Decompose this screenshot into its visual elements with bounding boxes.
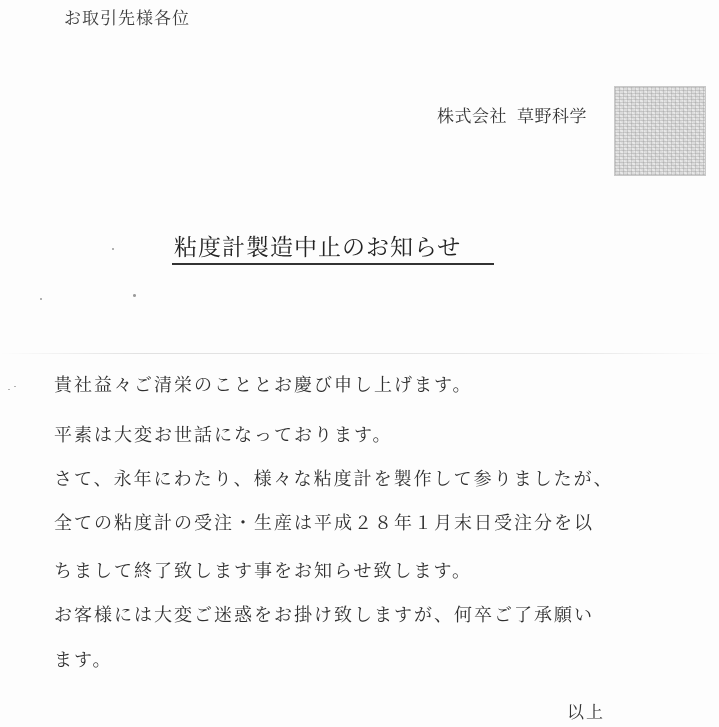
body-line-7: ます。 (54, 650, 113, 671)
scan-speck (14, 386, 16, 387)
body-line-3: さて、永年にわたり、様々な粘度計を製作して参りましたが、 (54, 469, 614, 490)
sender-company-type: 株式会社 (437, 107, 507, 127)
scan-fold-line (0, 353, 719, 354)
sender-name (437, 102, 587, 127)
sender-company-name: 草野科学 (517, 107, 587, 127)
addressee: お取引先様各位 (64, 9, 190, 29)
company-seal-stamp (614, 86, 706, 176)
scan-speck (8, 389, 10, 390)
body-line-6: お客様には大変ご迷惑をお掛け致しますが、何卒ご了承願い (54, 605, 594, 626)
scan-speck (40, 298, 42, 300)
body-line-2: 平素は大変お世話になっております。 (54, 425, 393, 446)
scan-speck (112, 248, 114, 250)
body-line-4: 全ての粘度計の受注・生産は平成２８年１月末日受注分を以 (54, 513, 594, 534)
document-title: 粘度計製造中止のお知らせ (174, 235, 462, 261)
body-line-1: 貴社益々ご清栄のこととお慶び申し上げます。 (54, 375, 473, 396)
title-underline (172, 263, 494, 265)
body-line-5: ちまして終了致します事をお知らせ致します。 (54, 561, 473, 582)
closing-remark: 以上 (567, 703, 605, 723)
scan-speck (133, 294, 136, 297)
